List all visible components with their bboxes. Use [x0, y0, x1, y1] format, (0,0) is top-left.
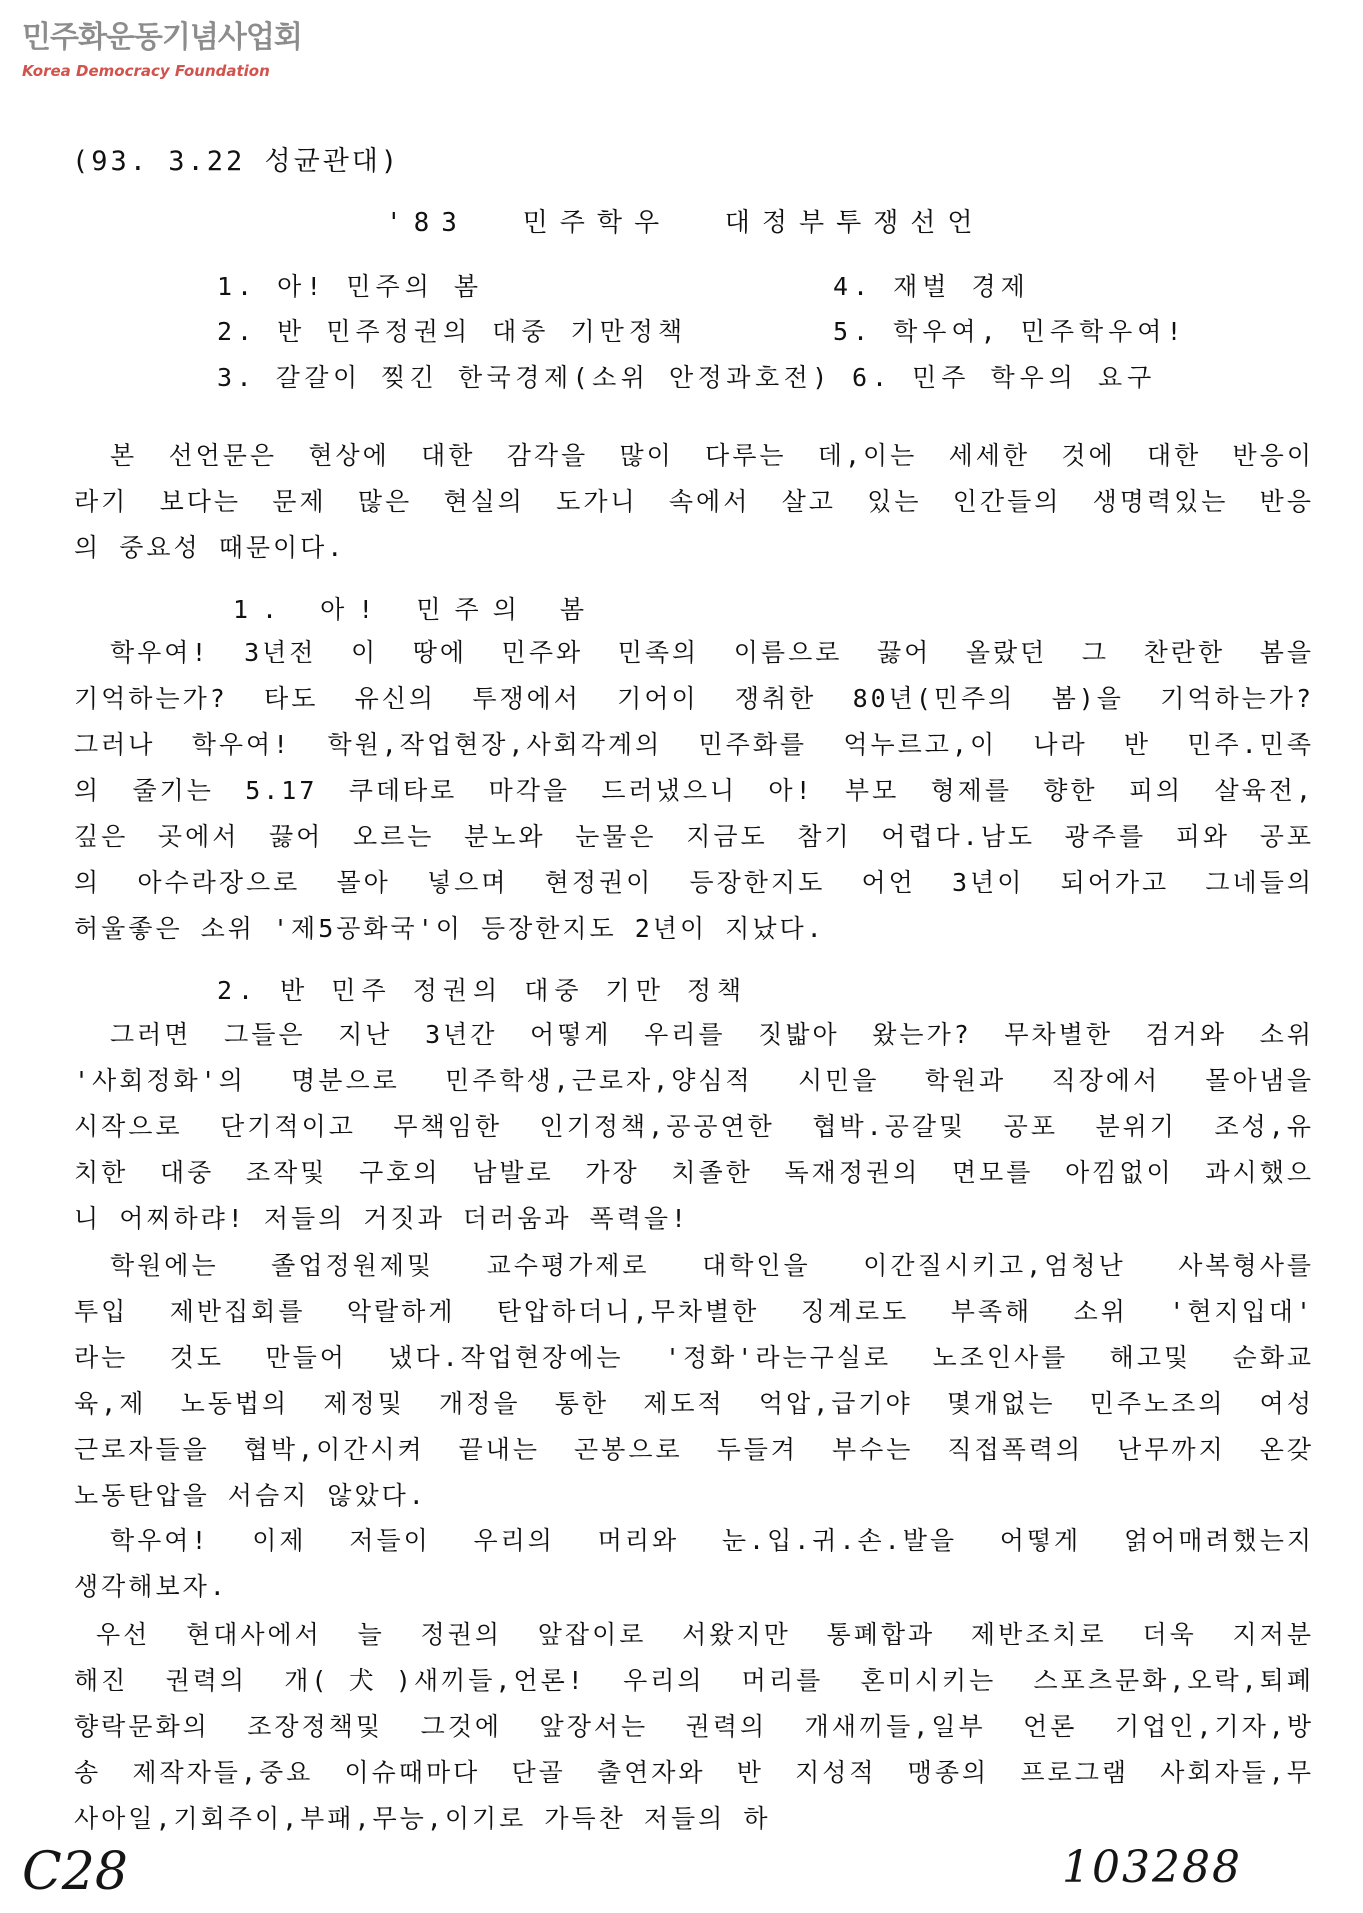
text-line: 허울좋은 소위 '제5공화국'이 등장한지도 2년이 지났다. [74, 914, 825, 943]
text-line: 사아일,기회주이,부패,무능,이기로 가득찬 저들의 하 [74, 1804, 771, 1833]
text-line: 의 줄기는 5.17 쿠데타로 마각을 드러냈으니 아! 부모 형제를 향한 피의 살육전, [74, 776, 1314, 805]
text-line: 기억하는가? 타도 유신의 투쟁에서 기어이 쟁취한 80년(민주의 봄)을 기억하는가? [74, 684, 1314, 713]
text-line: 생각해보자. [74, 1572, 228, 1601]
section-1-heading: 1. 아! 민주의 봄 [233, 595, 599, 624]
text-line: 의 중요성 때문이다. [74, 533, 346, 562]
toc-item: 6. 민주 학우의 요구 [852, 363, 1157, 392]
text-line: 그러면 그들은 지난 3년간 어떻게 우리를 짓밟아 왔는가? 무차별한 검거와 소위 [110, 1020, 1314, 1049]
text-line: 의 아수라장으로 몰아 넣으며 현정권이 등장한지도 어언 3년이 되어가고 그네들의 [74, 868, 1314, 897]
section-2-paragraph [74, 1243, 1314, 1519]
toc-item: 1. 아! 민주의 봄 [217, 272, 484, 301]
date-line: (93. 3.22 성균관대) [72, 146, 401, 177]
text-line: '사회정화'의 명분으로 민주학생,근로자,양심적 시민을 학원과 직장에서 몰아냄을 [74, 1066, 1314, 1095]
section-2-heading: 2. 반 민주 정권의 대중 기만 정책 [217, 976, 748, 1005]
text-line: 학우여! 3년전 이 땅에 민주와 민족의 이름으로 끓어 올랐던 그 찬란한 봄을 [110, 638, 1314, 667]
text-line: 근로자들을 협박,이간시켜 끝내는 곤봉으로 두들겨 부수는 직접폭력의 난무까지 온갖 [74, 1435, 1314, 1464]
text-line: 라기 보다는 문제 많은 현실의 도가니 속에서 살고 있는 인간들의 생명력있는 반응 [74, 487, 1314, 516]
text-line: 라는 것도 만들어 냈다.작업현장에는 '정화'라는구실로 노조인사를 해고및 순화교 [74, 1343, 1314, 1372]
handwritten-document-number: 103288 [1062, 1842, 1242, 1893]
section-2-paragraph [74, 1518, 1314, 1610]
foundation-logo-english: Korea Democracy Foundation [22, 62, 270, 80]
text-line: 학우여! 이제 저들이 우리의 머리와 눈.입.귀.손.발을 어떻게 얽어매려했는지 [110, 1526, 1314, 1555]
document-title: '83 민주학우 대정부투쟁선언 [386, 208, 985, 238]
section-2-paragraph [74, 1612, 1314, 1842]
text-line: 학원에는 졸업정원제및 교수평가제로 대학인을 이간질시키고,엄청난 사복형사를 [110, 1251, 1314, 1280]
section-1-paragraph [74, 630, 1314, 952]
toc-item: 5. 학우여, 민주학우여! [833, 317, 1187, 346]
text-line: 그러나 학우여! 학원,작업현장,사회각계의 민주화를 억누르고,이 나라 반 민주.민족 [74, 730, 1314, 759]
text-line: 해진 권력의 개(犬)새끼들,언론! 우리의 머리를 혼미시키는 스포츠문화,오락,퇴폐 [74, 1666, 1314, 1695]
foundation-logo-korean: 민주화운동기념사업회 [22, 20, 302, 55]
text-line: 깊은 곳에서 끓어 오르는 분노와 눈물은 지금도 참기 어렵다.남도 광주를 피와 공포 [74, 822, 1314, 851]
text-line: 송 제작자들,중요 이슈때마다 단골 출연자와 반 지성적 맹종의 프로그램 사회자들,무 [74, 1758, 1314, 1787]
text-line: 우선 현대사에서 늘 정권의 앞잡이로 서왔지만 통폐합과 제반조치로 더욱 지저분 [96, 1620, 1314, 1649]
toc-item: 2. 반 민주정권의 대중 기만정책 [217, 317, 688, 346]
toc-item: 4. 재벌 경제 [833, 272, 1030, 301]
text-line: 육,제 노동법의 제정및 개정을 통한 제도적 억압,급기야 몇개없는 민주노조의 여성 [74, 1389, 1314, 1418]
intro-paragraph [74, 433, 1314, 571]
text-line: 향락문화의 조장정책및 그것에 앞장서는 권력의 개새끼들,일부 언론 기업인,기자,방 [74, 1712, 1314, 1741]
text-line: 니 어찌하랴! 저들의 거짓과 더러움과 폭력을! [74, 1204, 690, 1233]
text-line: 노동탄압을 서슴지 않았다. [74, 1481, 427, 1510]
text-line: 치한 대중 조작및 구호의 남발로 가장 치졸한 독재정권의 면모를 아낌없이 과시했으 [74, 1158, 1314, 1187]
text-line: 투입 제반집회를 악랄하게 탄압하더니,무차별한 징계로도 부족해 소위 '현지입대' [74, 1297, 1314, 1326]
text-line: 본 선언문은 현상에 대한 감각을 많이 다루는 데,이는 세세한 것에 대한 반응이 [110, 441, 1314, 470]
text-line: 시작으로 단기적이고 무책임한 인기정책,공공연한 협박.공갈및 공포 분위기 조성,유 [74, 1112, 1314, 1141]
handwritten-archive-code: C28 [22, 1842, 128, 1902]
toc-item: 3. 갈갈이 찢긴 한국경제(소위 안정과호전) [217, 363, 832, 392]
section-2-paragraph [74, 1012, 1314, 1242]
